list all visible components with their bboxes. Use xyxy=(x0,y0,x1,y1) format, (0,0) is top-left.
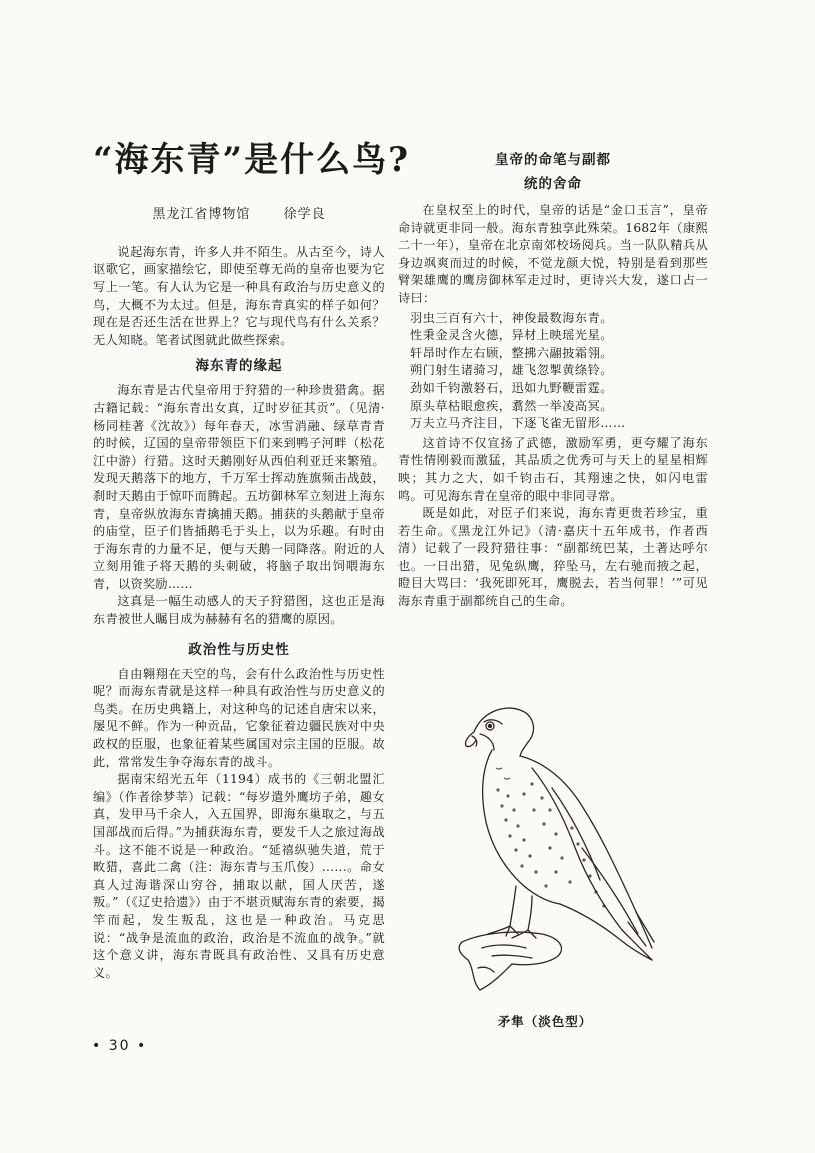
article-title: “海东青”是什么鸟? xyxy=(93,140,411,180)
left-column xyxy=(93,140,411,982)
poem-line: 原头草枯眼愈疾，翥然一举凌高冥。 xyxy=(410,398,613,413)
section-heading-origin: 海东青的缘起 xyxy=(195,358,283,375)
poem xyxy=(410,310,708,433)
politics-paragraph-2: 据南宋绍光五年（1194）成书的《三朝北盟汇编》（作者徐梦莘）记载：“每岁遣外鹰坊子弟，趣女真，发甲马千余人，入五国界，即海东巢取之，与五国部战而后得。”为捕获海东青，要发千人之旅过海战斗。这不能不说是一种政治。“延禧纵驰失道，荒于畋猎，喜此二禽（注：海东青与玉爪俊）……。命女真人过海谐深山穷谷，捕取以献，国人厌苦，遂叛。”（《辽史拾遗》）由于不堪贡赋海东青的索要，揭竿而起，发生叛乱，这也是一种政治。马克思说：“战争是流血的政治，政治是不流血的战争。”就这个意义讲，海东青既具有政治性、又具有历史意义。 xyxy=(93,772,385,980)
origin-paragraph-2: 这真是一幅生动感人的天子狩猎图，这也正是海东青被世人瞩目成为赫赫有名的猎鹰的原因。 xyxy=(93,594,385,627)
poem-line: 劲如千钧激砮石，迅如九野鞭雷霆。 xyxy=(410,380,613,395)
poem-line: 性秉金灵含火德，异材上映瑶光星。 xyxy=(410,328,613,343)
author-name: 徐学良 xyxy=(283,206,326,222)
origin-paragraph-1: 海东青是古代皇帝用于狩猎的一种珍贵猎禽。据古籍记载：“海东青出女真，辽时岁征其贡”。（见清·杨同桂著《沈故》）每年春天，冰雪消融、绿草青青的时候，辽国的皇帝带领臣下们来到鸭子河畔（松花江中游）行猎。这时天鹅刚好从西伯利亚迁来繁殖。发现天鹅落下的地方，千万军士挥动旌旗频击战鼓，刹时天鹅由于惊吓而腾起。五坊御林军立刻进上海东青，皇帝纵放海东青擒捕天鹅。捕获的头鹅献于皇帝的庙堂，臣子们皆插鹅毛于头上，以为乐趣。有时由于海东青的力量不足，便与天鹅一同降落。附近的人立刻用锥子将天鹅的头刺破，将脑子取出饲喂海东青，以资奖励…… xyxy=(93,383,385,591)
poem-line: 轩昂时作左右顾，整拂六翮披霜翎。 xyxy=(410,345,613,360)
emperor-paragraph-2: 这首诗不仅宣扬了武德，激励军勇，更夸耀了海东青性情刚毅而激猛，其品质之优秀可与天上的星星相辉映；其力之大，如千钧击石，其翔速之快，如闪电雷鸣。可见海东青在皇帝的眼中非同寻常。 xyxy=(398,435,708,503)
section-heading-emperor-line2: 统的舍命 xyxy=(524,176,582,192)
falcon-illustration xyxy=(432,698,672,998)
emperor-paragraph-1: 在皇权至上的时代，皇帝的话是“金口玉言”，皇帝命诗就更非同一般。海东青独享此殊荣。1682年（康熙二十一年），皇帝在北京南郊校场阅兵。当一队队精兵从身边飒爽而过的时候，不觉龙颜大悦，特别是看到那些臂架雄鹰的鹰房御林军走过时，更诗兴大发，遂口占一诗曰： xyxy=(398,203,708,305)
figure-caption: 矛隼（淡色型） xyxy=(497,1014,593,1029)
page-number: • 30 • xyxy=(92,1038,148,1054)
byline xyxy=(93,203,385,222)
right-column xyxy=(398,148,708,611)
emperor-paragraph-3: 既是如此，对臣子们来说，海东青更贵若珍宝，重若生命。《黑龙江外记》（清·嘉庆十五年成书，作者西清）记载了一段狩猎往事：“副都统巴某，土著达呼尔也。一日出猎，见兔纵鹰，猝坠马，左右驰而掖之起，瞪目大骂曰：‘我死即死耳，鹰脱去，若当何罪！’”可见海东青重于副都统自己的生命。 xyxy=(398,506,708,609)
intro-paragraph: 说起海东青，许多人并不陌生。从古至今，诗人讴歌它，画家描绘它，即使至尊无尚的皇帝也要为它写上一笔。有人认为它是一种具有政治与历史意义的鸟，大概不为太过。但是，海东青真实的样子如何？现在是否还生活在世界上？它与现代鸟有什么关系？无人知晓。笔者试图就此做些探索。 xyxy=(93,244,385,347)
politics-paragraph-1: 自由翱翔在天空的鸟，会有什么政治性与历史性呢？而海东青就是这样一种具有政治性与历史意义的鸟类。在历史典籍上，对这种鸟的记述自唐宋以来，屡见不鲜。作为一种贡品，它象征着边疆民族对中央政权的臣服，也象征着某些属国对宗主国的臣服。故此，常常发生争夺海东青的战斗。 xyxy=(93,666,385,769)
poem-line: 羽虫三百有六十，神俊最数海东青。 xyxy=(410,310,613,325)
author-organization: 黑龙江省博物馆 xyxy=(152,206,251,222)
section-heading-politics: 政治性与历史性 xyxy=(188,641,290,658)
poem-line: 万夫立马齐注目，下逐飞雀无留形…… xyxy=(410,416,626,431)
poem-line: 朔门射生诸骑习，雄飞忽掣黄绦铃。 xyxy=(410,363,613,378)
section-heading-emperor-line1: 皇帝的命笔与副都 xyxy=(495,152,611,168)
